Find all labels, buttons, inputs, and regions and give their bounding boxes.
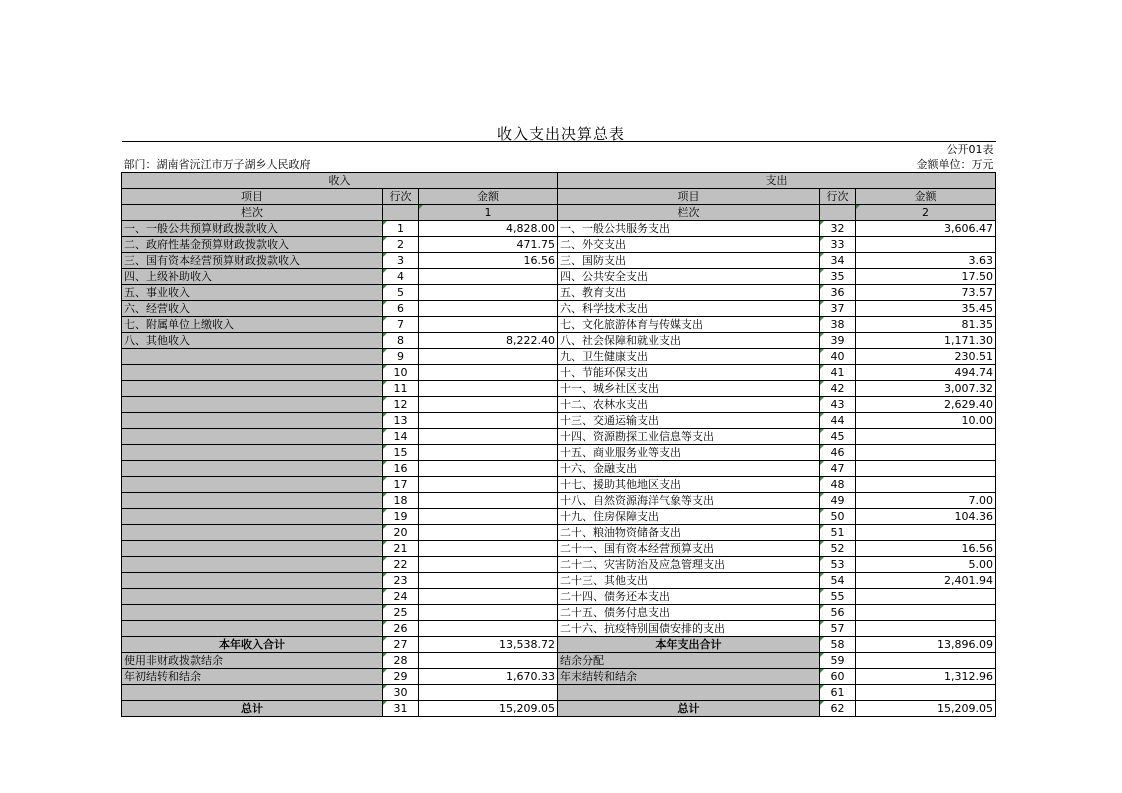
income-row-number: 29 (383, 669, 419, 685)
income-col-label: 栏次 (122, 205, 383, 221)
income-row-number: 23 (383, 573, 419, 589)
total-row (122, 637, 996, 653)
expense-row-number: 44 (820, 413, 856, 429)
income-amount: 8,222.40 (419, 333, 558, 349)
income-row-number: 30 (383, 685, 419, 701)
expense-amount (856, 461, 996, 477)
table-row (122, 269, 996, 285)
income-amount (419, 685, 558, 701)
expense-amount: 5.00 (856, 557, 996, 573)
expense-amount: 7.00 (856, 493, 996, 509)
expense-amount: 81.35 (856, 317, 996, 333)
income-row-number: 28 (383, 653, 419, 669)
table-row (122, 237, 996, 253)
expense-amount: 10.00 (856, 413, 996, 429)
table-row (122, 413, 996, 429)
total-row (122, 701, 996, 717)
expense-total-item (558, 685, 820, 701)
income-total-item: 使用非财政拨款结余 (122, 653, 383, 669)
expense-item: 十三、交通运输支出 (558, 413, 820, 429)
expense-amount (856, 445, 996, 461)
expense-row-number: 42 (820, 381, 856, 397)
expense-row-number: 57 (820, 621, 856, 637)
income-item (122, 349, 383, 365)
expense-row-number: 38 (820, 317, 856, 333)
expense-item: 十九、住房保障支出 (558, 509, 820, 525)
expense-total-item: 结余分配 (558, 653, 820, 669)
income-item: 七、附属单位上缴收入 (122, 317, 383, 333)
income-item (122, 397, 383, 413)
expense-row-number: 58 (820, 637, 856, 653)
expense-amount: 2,401.94 (856, 573, 996, 589)
income-row-number: 5 (383, 285, 419, 301)
income-row-number: 3 (383, 253, 419, 269)
income-total-item (122, 685, 383, 701)
expense-amount (856, 477, 996, 493)
table-row (122, 349, 996, 365)
table-row (122, 621, 996, 637)
table-row (122, 333, 996, 349)
income-item: 五、事业收入 (122, 285, 383, 301)
expense-amount: 3,606.47 (856, 221, 996, 237)
income-amount (419, 557, 558, 573)
income-item: 六、经营收入 (122, 301, 383, 317)
income-item (122, 589, 383, 605)
expense-amount: 73.57 (856, 285, 996, 301)
expense-row-number: 55 (820, 589, 856, 605)
table-row (122, 525, 996, 541)
income-item (122, 493, 383, 509)
expense-row-number: 33 (820, 237, 856, 253)
income-row-number: 18 (383, 493, 419, 509)
table-row (122, 541, 996, 557)
table-row (122, 509, 996, 525)
table-row (122, 557, 996, 573)
income-header: 收入 (122, 173, 558, 189)
income-amount (419, 301, 558, 317)
income-item-header: 项目 (122, 189, 383, 205)
income-item: 一、一般公共预算财政拨款收入 (122, 221, 383, 237)
expense-amount: 17.50 (856, 269, 996, 285)
income-amount: 13,538.72 (419, 637, 558, 653)
expense-item: 一、一般公共服务支出 (558, 221, 820, 237)
expense-row-number: 60 (820, 669, 856, 685)
table-row (122, 317, 996, 333)
income-item (122, 621, 383, 637)
expense-row-number: 35 (820, 269, 856, 285)
income-amount (419, 461, 558, 477)
income-item (122, 429, 383, 445)
table-row (122, 589, 996, 605)
expense-row-number: 51 (820, 525, 856, 541)
income-row-number: 20 (383, 525, 419, 541)
income-row-number: 7 (383, 317, 419, 333)
income-amount (419, 397, 558, 413)
expense-amount (856, 685, 996, 701)
expense-row-number: 47 (820, 461, 856, 477)
summary-table (121, 141, 996, 717)
income-item (122, 573, 383, 589)
expense-item: 三、国防支出 (558, 253, 820, 269)
expense-item: 六、科学技术支出 (558, 301, 820, 317)
income-amount (419, 317, 558, 333)
column-number-row (122, 205, 996, 221)
income-amount (419, 621, 558, 637)
expense-row-number: 50 (820, 509, 856, 525)
expense-row-number: 54 (820, 573, 856, 589)
income-amount (419, 285, 558, 301)
income-amount: 1,670.33 (419, 669, 558, 685)
total-row (122, 669, 996, 685)
expense-item: 二十一、国有资本经营预算支出 (558, 541, 820, 557)
income-row-number: 25 (383, 605, 419, 621)
income-item (122, 557, 383, 573)
table-row (122, 573, 996, 589)
expense-amount: 16.56 (856, 541, 996, 557)
income-amount: 471.75 (419, 237, 558, 253)
income-item: 三、国有资本经营预算财政拨款收入 (122, 253, 383, 269)
unit-label: 金额单位：万元 (916, 157, 994, 171)
table-row (122, 429, 996, 445)
income-row-number: 6 (383, 301, 419, 317)
income-row-number: 12 (383, 397, 419, 413)
expense-amount: 1,312.96 (856, 669, 996, 685)
expense-row-number: 32 (820, 221, 856, 237)
income-amount (419, 349, 558, 365)
expense-item: 十七、援助其他地区支出 (558, 477, 820, 493)
income-amount-header: 金额 (419, 189, 558, 205)
expense-rowno-header: 行次 (820, 189, 856, 205)
expense-amount (856, 589, 996, 605)
table-row (122, 493, 996, 509)
expense-row-number: 45 (820, 429, 856, 445)
expense-item: 七、文化旅游体育与传媒支出 (558, 317, 820, 333)
expense-amount: 3,007.32 (856, 381, 996, 397)
expense-total-item: 年末结转和结余 (558, 669, 820, 685)
income-row-number: 9 (383, 349, 419, 365)
expense-total-item: 总计 (558, 701, 820, 717)
income-item (122, 477, 383, 493)
income-amount (419, 653, 558, 669)
expense-header: 支出 (558, 173, 996, 189)
income-amount: 16.56 (419, 253, 558, 269)
table-row (122, 221, 996, 237)
expense-item: 十二、农林水支出 (558, 397, 820, 413)
expense-item: 二十六、抗疫特别国债安排的支出 (558, 621, 820, 637)
income-item (122, 509, 383, 525)
income-amount (419, 605, 558, 621)
department-label: 部门：湖南省沅江市万子湖乡人民政府 (123, 157, 311, 171)
income-item (122, 365, 383, 381)
income-amount (419, 429, 558, 445)
report-title: 收入支出决算总表 (496, 125, 625, 143)
meta-row (122, 157, 996, 173)
expense-row-number: 34 (820, 253, 856, 269)
expense-item: 二十五、债务付息支出 (558, 605, 820, 621)
expense-row-number: 39 (820, 333, 856, 349)
table-row (122, 365, 996, 381)
income-item (122, 605, 383, 621)
expense-row-number: 59 (820, 653, 856, 669)
income-row-number: 1 (383, 221, 419, 237)
section-header-row (122, 173, 996, 189)
income-row-number: 24 (383, 589, 419, 605)
income-row-number: 26 (383, 621, 419, 637)
income-amount (419, 269, 558, 285)
expense-item: 十四、资源勘探工业信息等支出 (558, 429, 820, 445)
income-amount (419, 477, 558, 493)
income-amount (419, 573, 558, 589)
expense-item-header: 项目 (558, 189, 820, 205)
expense-amount: 15,209.05 (856, 701, 996, 717)
expense-row-number: 40 (820, 349, 856, 365)
income-row-number: 19 (383, 509, 419, 525)
expense-item: 二十三、其他支出 (558, 573, 820, 589)
expense-row-number: 41 (820, 365, 856, 381)
expense-amount: 13,896.09 (856, 637, 996, 653)
expense-item: 十八、自然资源海洋气象等支出 (558, 493, 820, 509)
expense-amount (856, 605, 996, 621)
income-row-number: 8 (383, 333, 419, 349)
expense-item: 十五、商业服务业等支出 (558, 445, 820, 461)
income-total-item: 年初结转和结余 (122, 669, 383, 685)
income-item: 八、其他收入 (122, 333, 383, 349)
income-row-number: 2 (383, 237, 419, 253)
table-row (122, 477, 996, 493)
income-amount: 15,209.05 (419, 701, 558, 717)
table-row (122, 253, 996, 269)
table-row (122, 605, 996, 621)
income-row-number: 13 (383, 413, 419, 429)
expense-item: 十六、金融支出 (558, 461, 820, 477)
income-item: 二、政府性基金预算财政拨款收入 (122, 237, 383, 253)
form-code: 公开01表 (856, 142, 996, 158)
income-item (122, 381, 383, 397)
income-amount (419, 589, 558, 605)
expense-item: 四、公共安全支出 (558, 269, 820, 285)
table-row (122, 301, 996, 317)
table-row (122, 381, 996, 397)
report-sheet (121, 141, 995, 717)
table-row (122, 445, 996, 461)
income-row-number: 16 (383, 461, 419, 477)
income-row-number: 14 (383, 429, 419, 445)
income-total-item: 总计 (122, 701, 383, 717)
expense-item: 二十、粮油物资储备支出 (558, 525, 820, 541)
income-amount (419, 365, 558, 381)
income-row-number: 11 (383, 381, 419, 397)
expense-row-number: 46 (820, 445, 856, 461)
expense-total-item: 本年支出合计 (558, 637, 820, 653)
expense-amount (856, 653, 996, 669)
expense-item: 九、卫生健康支出 (558, 349, 820, 365)
income-row-number: 22 (383, 557, 419, 573)
income-total-item: 本年收入合计 (122, 637, 383, 653)
expense-row-number: 37 (820, 301, 856, 317)
expense-amount (856, 525, 996, 541)
expense-row-number: 48 (820, 477, 856, 493)
expense-amount (856, 237, 996, 253)
income-amount (419, 413, 558, 429)
income-row-number: 17 (383, 477, 419, 493)
expense-amount: 230.51 (856, 349, 996, 365)
expense-amount: 2,629.40 (856, 397, 996, 413)
income-amount (419, 493, 558, 509)
income-amount (419, 525, 558, 541)
income-item (122, 525, 383, 541)
income-item (122, 541, 383, 557)
income-col-number: 1 (419, 205, 558, 221)
expense-item: 二十二、灾害防治及应急管理支出 (558, 557, 820, 573)
income-amount (419, 381, 558, 397)
income-item (122, 461, 383, 477)
expense-amount: 35.45 (856, 301, 996, 317)
column-header-row (122, 189, 996, 205)
expense-item: 五、教育支出 (558, 285, 820, 301)
income-row-number: 21 (383, 541, 419, 557)
expense-amount: 104.36 (856, 509, 996, 525)
expense-item: 十一、城乡社区支出 (558, 381, 820, 397)
expense-row-number: 53 (820, 557, 856, 573)
expense-row-number: 36 (820, 285, 856, 301)
expense-item: 二十四、债务还本支出 (558, 589, 820, 605)
income-amount (419, 445, 558, 461)
table-row (122, 397, 996, 413)
total-row (122, 685, 996, 701)
expense-row-number: 62 (820, 701, 856, 717)
expense-row-number: 52 (820, 541, 856, 557)
expense-row-number: 43 (820, 397, 856, 413)
expense-amount: 494.74 (856, 365, 996, 381)
expense-amount: 3.63 (856, 253, 996, 269)
income-row-number: 27 (383, 637, 419, 653)
expense-item: 二、外交支出 (558, 237, 820, 253)
income-amount: 4,828.00 (419, 221, 558, 237)
income-item (122, 445, 383, 461)
income-row-number: 4 (383, 269, 419, 285)
income-row-number: 31 (383, 701, 419, 717)
expense-amount (856, 621, 996, 637)
income-row-number: 10 (383, 365, 419, 381)
table-row (122, 285, 996, 301)
income-rowno-header: 行次 (383, 189, 419, 205)
income-item: 四、上级补助收入 (122, 269, 383, 285)
expense-item: 八、社会保障和就业支出 (558, 333, 820, 349)
total-row (122, 653, 996, 669)
income-item (122, 413, 383, 429)
form-code-row (122, 142, 996, 158)
expense-amount (856, 429, 996, 445)
expense-item: 十、节能环保支出 (558, 365, 820, 381)
table-row (122, 461, 996, 477)
expense-row-number: 61 (820, 685, 856, 701)
expense-amount: 1,171.30 (856, 333, 996, 349)
expense-col-number: 2 (856, 205, 996, 221)
expense-row-number: 49 (820, 493, 856, 509)
expense-row-number: 56 (820, 605, 856, 621)
income-row-number: 15 (383, 445, 419, 461)
income-amount (419, 541, 558, 557)
expense-amount-header: 金额 (856, 189, 996, 205)
income-amount (419, 509, 558, 525)
expense-col-label: 栏次 (558, 205, 820, 221)
